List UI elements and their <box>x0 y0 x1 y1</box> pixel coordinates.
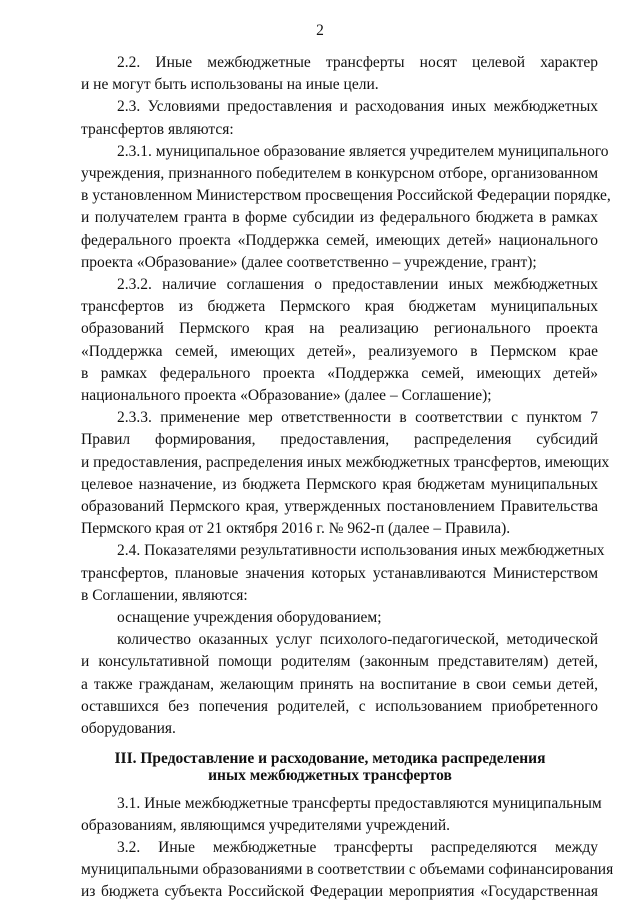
text-line: 3.1. Иные межбюджетные трансферты предоставляются муниципальным <box>117 795 602 813</box>
text-line: образований Пермского края на реализацию регионального проекта <box>81 320 598 338</box>
text-line: трансфертов являются: <box>81 120 234 138</box>
text-line: и не могут быть использованы на иные цели. <box>81 76 379 94</box>
text-line: в рамках федерального проекта «Поддержка семей, имеющих детей» <box>81 364 598 382</box>
text-line: трансфертов из бюджета Пермского края бюджетам муниципальных <box>81 298 598 316</box>
text-line: 3.2. Иные межбюджетные трансферты распределяются между <box>117 839 598 857</box>
text-line: в Соглашении, являются: <box>81 586 248 604</box>
text-line: оснащение учреждения оборудованием; <box>117 609 382 626</box>
text-line: учреждения, признанного победителем в конкурсном отборе, организованном <box>81 165 598 182</box>
text-line: Пермского края от 21 октября 2016 г. № 962-п (далее – Правила). <box>81 520 511 538</box>
text-line: 2.3.3. применение мер ответственности в соответствии с пунктом 7 <box>117 409 598 427</box>
page-number: 2 <box>316 22 324 39</box>
text-line: «Поддержка семей, имеющих детей», реализуемого в Пермском крае <box>81 342 598 360</box>
text-line: а также гражданам, желающим принять на воспитание в свои семьи детей, <box>81 675 598 693</box>
text-line: образованиям, являющимся учредителями учреждений. <box>81 817 450 835</box>
text-line: Правил формирования, предоставления, распределения субсидий <box>81 431 598 449</box>
text-line: федерального проекта «Поддержка семей, имеющих детей» национального <box>81 231 598 249</box>
section-heading: III. Предоставление и расходование, методика распределения <box>114 750 546 768</box>
text-line: и консультативной помощи родителям (законным представителям) детей, <box>81 653 598 671</box>
text-line: из бюджета субъекта Российской Федерации мероприятия «Государственная <box>81 883 598 901</box>
text-line: проекта «Образование» (далее соответственно – учреждение, грант); <box>81 253 537 271</box>
text-line: 2.3. Условиями предоставления и расходования иных межбюджетных <box>117 98 598 116</box>
text-line: и получателем гранта в форме субсидии из федерального бюджета в рамках <box>81 209 598 227</box>
text-line: количество оказанных услуг психолого-педагогической, методической <box>117 631 598 649</box>
section-heading: иных межбюджетных трансфертов <box>208 767 452 785</box>
text-line: оставшихся без попечения родителей, с использованием приобретенного <box>81 697 598 715</box>
text-line: оборудования. <box>81 720 176 737</box>
text-line: 2.4. Показателями результативности использования иных межбюджетных <box>117 542 605 560</box>
text-line: 2.2. Иные межбюджетные трансферты носят целевой характер <box>117 54 598 71</box>
text-line: целевое назначение, из бюджета Пермского края бюджетам муниципальных <box>81 475 598 493</box>
text-line: и предоставления, распределения иных межбюджетных трансфертов, имеющих <box>81 453 610 471</box>
text-line: 2.3.1. муниципальное образование является учредителем муниципального <box>117 142 609 160</box>
text-line: образований Пермского края, утвержденных постановлением Правительства <box>81 498 598 515</box>
text-line: муниципальными образованиями в соответствии с объемами софинансирования <box>81 861 614 879</box>
text-line: трансфертов, плановые значения которых устанавливаются Министерством <box>81 564 598 582</box>
text-line: национального проекта «Образование» (далее – Соглашение); <box>81 387 492 404</box>
text-line: 2.3.2. наличие соглашения о предоставлении иных межбюджетных <box>117 276 598 293</box>
text-line: в установленном Министерством просвещения Российской Федерации порядке, <box>81 187 611 205</box>
